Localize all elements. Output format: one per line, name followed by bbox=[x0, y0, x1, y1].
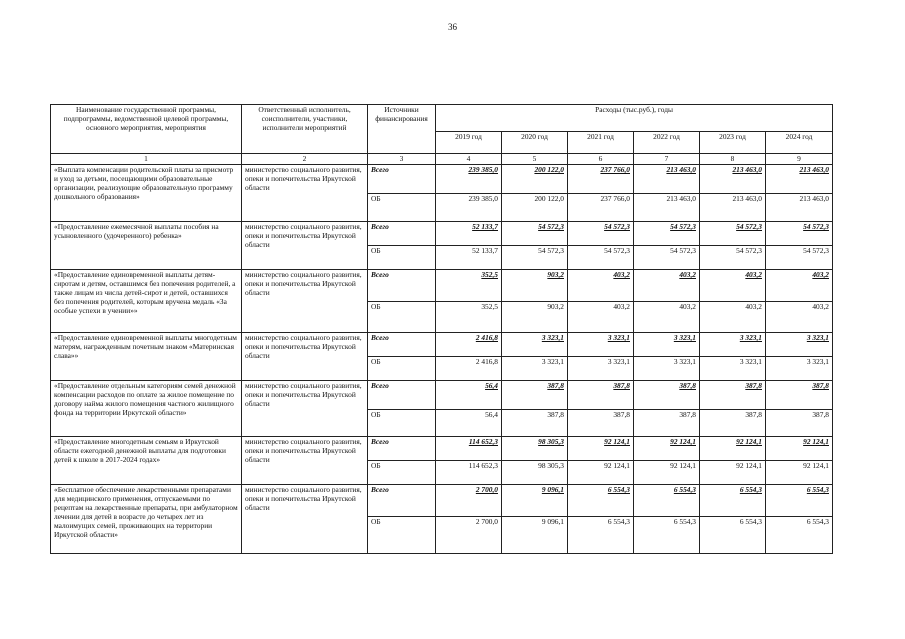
total-value: 213 463,0 bbox=[634, 165, 700, 194]
regional-budget-value: 9 096,1 bbox=[502, 517, 568, 554]
total-value: 387,8 bbox=[634, 381, 700, 410]
column-number: 2 bbox=[242, 154, 368, 165]
page-number: 36 bbox=[448, 22, 457, 32]
activity-name: «Предоставление ежемесячной выплаты пособия на усыновленного (удочеренного) ребенка» bbox=[51, 222, 242, 270]
regional-budget-value: 54 572,3 bbox=[766, 246, 833, 270]
regional-budget-value: 237 766,0 bbox=[568, 194, 634, 222]
total-value: 3 323,1 bbox=[502, 333, 568, 357]
total-value: 903,2 bbox=[502, 270, 568, 302]
total-value: 2 416,8 bbox=[436, 333, 502, 357]
total-value: 403,2 bbox=[700, 270, 766, 302]
regional-budget-value: 2 700,0 bbox=[436, 517, 502, 554]
funding-source-total: Всего bbox=[368, 437, 436, 461]
regional-budget-value: 54 572,3 bbox=[568, 246, 634, 270]
funding-source-regional: ОБ bbox=[368, 517, 436, 554]
regional-budget-value: 3 323,1 bbox=[568, 357, 634, 381]
regional-budget-value: 54 572,3 bbox=[700, 246, 766, 270]
funding-source-regional: ОБ bbox=[368, 246, 436, 270]
regional-budget-value: 213 463,0 bbox=[700, 194, 766, 222]
regional-budget-value: 3 323,1 bbox=[766, 357, 833, 381]
total-value: 403,2 bbox=[568, 270, 634, 302]
total-value: 6 554,3 bbox=[634, 485, 700, 517]
total-value: 92 124,1 bbox=[700, 437, 766, 461]
regional-budget-value: 92 124,1 bbox=[568, 461, 634, 485]
total-value: 3 323,1 bbox=[700, 333, 766, 357]
regional-budget-value: 92 124,1 bbox=[700, 461, 766, 485]
header-source-column: Источники финансирования bbox=[368, 105, 436, 154]
activity-name: «Предоставление единовременной выплаты детям-сиротам и детям, оставшимся без попечения родителей, а также лицам из числа детей-сирот и детей, оставшихся без попечения родителей, которым вручена медаль «За особые успехи в учении»» bbox=[51, 270, 242, 333]
total-value: 6 554,3 bbox=[766, 485, 833, 517]
regional-budget-value: 6 554,3 bbox=[766, 517, 833, 554]
column-number: 9 bbox=[766, 154, 833, 165]
regional-budget-value: 213 463,0 bbox=[766, 194, 833, 222]
regional-budget-value: 352,5 bbox=[436, 302, 502, 333]
column-number: 7 bbox=[634, 154, 700, 165]
regional-budget-value: 6 554,3 bbox=[568, 517, 634, 554]
total-value: 387,8 bbox=[700, 381, 766, 410]
activity-name: «Предоставление отдельным категориям семей денежной компенсации расходов по оплате за жилое помещение по договору найма жилого помещения частного жилищного фонда на территории Иркутской области» bbox=[51, 381, 242, 437]
total-value: 52 133,7 bbox=[436, 222, 502, 246]
total-value: 403,2 bbox=[634, 270, 700, 302]
regional-budget-value: 387,8 bbox=[700, 410, 766, 437]
regional-budget-value: 3 323,1 bbox=[700, 357, 766, 381]
header-year: 2022 год bbox=[634, 132, 700, 154]
header-year: 2024 год bbox=[766, 132, 833, 154]
responsible-executor: министерство социального развития, опеки и попечительства Иркутской области bbox=[242, 270, 368, 333]
table-row bbox=[51, 333, 833, 357]
total-value: 3 323,1 bbox=[766, 333, 833, 357]
regional-budget-value: 52 133,7 bbox=[436, 246, 502, 270]
total-value: 6 554,3 bbox=[568, 485, 634, 517]
regional-budget-value: 903,2 bbox=[502, 302, 568, 333]
regional-budget-value: 387,8 bbox=[568, 410, 634, 437]
table-row bbox=[51, 485, 833, 517]
regional-budget-value: 6 554,3 bbox=[700, 517, 766, 554]
total-value: 54 572,3 bbox=[502, 222, 568, 246]
total-value: 92 124,1 bbox=[766, 437, 833, 461]
header-year: 2020 год bbox=[502, 132, 568, 154]
total-value: 387,8 bbox=[766, 381, 833, 410]
total-value: 387,8 bbox=[502, 381, 568, 410]
funding-source-regional: ОБ bbox=[368, 410, 436, 437]
regional-budget-value: 6 554,3 bbox=[634, 517, 700, 554]
total-value: 98 305,3 bbox=[502, 437, 568, 461]
total-value: 403,2 bbox=[766, 270, 833, 302]
regional-budget-value: 403,2 bbox=[700, 302, 766, 333]
regional-budget-value: 200 122,0 bbox=[502, 194, 568, 222]
activity-name: «Выплата компенсации родительской платы за присмотр и уход за детьми, посещающими образовательные организации, реализующие образовательную программу дошкольного образования» bbox=[51, 165, 242, 222]
total-value: 387,8 bbox=[568, 381, 634, 410]
table-row bbox=[51, 381, 833, 410]
total-value: 237 766,0 bbox=[568, 165, 634, 194]
responsible-executor: министерство социального развития, опеки и попечительства Иркутской области bbox=[242, 165, 368, 222]
funding-source-regional: ОБ bbox=[368, 194, 436, 222]
table-row bbox=[51, 437, 833, 461]
total-value: 239 385,0 bbox=[436, 165, 502, 194]
responsible-executor: министерство социального развития, опеки и попечительства Иркутской области bbox=[242, 437, 368, 485]
activity-name: «Бесплатное обеспечение лекарственными препаратами для медицинского применения, отпускаемыми по рецептам на лекарственные препараты, при амбулаторном лечении для детей в возрасте до четырех лет из малоимущих семей, проживающих на территории Иркутской области» bbox=[51, 485, 242, 554]
regional-budget-value: 403,2 bbox=[568, 302, 634, 333]
responsible-executor: министерство социального развития, опеки и попечительства Иркутской области bbox=[242, 333, 368, 381]
responsible-executor: министерство социального развития, опеки и попечительства Иркутской области bbox=[242, 381, 368, 437]
total-value: 114 652,3 bbox=[436, 437, 502, 461]
column-number: 5 bbox=[502, 154, 568, 165]
funding-source-regional: ОБ bbox=[368, 461, 436, 485]
total-value: 2 700,0 bbox=[436, 485, 502, 517]
column-number: 3 bbox=[368, 154, 436, 165]
regional-budget-value: 54 572,3 bbox=[502, 246, 568, 270]
column-number: 6 bbox=[568, 154, 634, 165]
column-number: 1 bbox=[51, 154, 242, 165]
total-value: 200 122,0 bbox=[502, 165, 568, 194]
total-value: 54 572,3 bbox=[568, 222, 634, 246]
total-value: 54 572,3 bbox=[700, 222, 766, 246]
regional-budget-value: 213 463,0 bbox=[634, 194, 700, 222]
total-value: 56,4 bbox=[436, 381, 502, 410]
header-executor-column: Ответственный исполнитель, соисполнители, участники, исполнители мероприятий bbox=[242, 105, 368, 154]
total-value: 54 572,3 bbox=[634, 222, 700, 246]
column-number: 8 bbox=[700, 154, 766, 165]
funding-source-total: Всего bbox=[368, 485, 436, 517]
regional-budget-value: 387,8 bbox=[766, 410, 833, 437]
table-row bbox=[51, 270, 833, 302]
regional-budget-value: 92 124,1 bbox=[634, 461, 700, 485]
header-name-column: Наименование государственной программы, подпрограммы, ведомственной целевой программы, основного мероприятия, мероприятия bbox=[51, 105, 242, 154]
regional-budget-value: 56,4 bbox=[436, 410, 502, 437]
header-expenses: Расходы (тыс.руб.), годы bbox=[436, 105, 833, 132]
funding-source-total: Всего bbox=[368, 381, 436, 410]
funding-source-total: Всего bbox=[368, 165, 436, 194]
total-value: 54 572,3 bbox=[766, 222, 833, 246]
regional-budget-value: 3 323,1 bbox=[634, 357, 700, 381]
regional-budget-value: 3 323,1 bbox=[502, 357, 568, 381]
column-number: 4 bbox=[436, 154, 502, 165]
header-year: 2023 год bbox=[700, 132, 766, 154]
funding-source-regional: ОБ bbox=[368, 357, 436, 381]
funding-source-total: Всего bbox=[368, 333, 436, 357]
total-value: 6 554,3 bbox=[700, 485, 766, 517]
total-value: 3 323,1 bbox=[634, 333, 700, 357]
activity-name: «Предоставление многодетным семьям в Иркутской области ежегодной денежной выплаты для подготовки детей к школе в 2017-2024 годах» bbox=[51, 437, 242, 485]
table-row bbox=[51, 165, 833, 194]
total-value: 352,5 bbox=[436, 270, 502, 302]
regional-budget-value: 239 385,0 bbox=[436, 194, 502, 222]
responsible-executor: министерство социального развития, опеки и попечительства Иркутской области bbox=[242, 485, 368, 554]
regional-budget-value: 98 305,3 bbox=[502, 461, 568, 485]
table-row bbox=[51, 222, 833, 246]
regional-budget-value: 2 416,8 bbox=[436, 357, 502, 381]
total-value: 92 124,1 bbox=[634, 437, 700, 461]
funding-source-total: Всего bbox=[368, 222, 436, 246]
regional-budget-value: 54 572,3 bbox=[634, 246, 700, 270]
header-year: 2019 год bbox=[436, 132, 502, 154]
total-value: 3 323,1 bbox=[568, 333, 634, 357]
header-year: 2021 год bbox=[568, 132, 634, 154]
column-number-row bbox=[51, 154, 833, 165]
total-value: 213 463,0 bbox=[766, 165, 833, 194]
regional-budget-value: 387,8 bbox=[634, 410, 700, 437]
activity-name: «Предоставление единовременной выплаты многодетным матерям, награжденным почетным знаком «Материнская слава»» bbox=[51, 333, 242, 381]
funding-source-regional: ОБ bbox=[368, 302, 436, 333]
funding-source-total: Всего bbox=[368, 270, 436, 302]
regional-budget-value: 387,8 bbox=[502, 410, 568, 437]
total-value: 213 463,0 bbox=[700, 165, 766, 194]
total-value: 9 096,1 bbox=[502, 485, 568, 517]
regional-budget-value: 403,2 bbox=[766, 302, 833, 333]
regional-budget-value: 92 124,1 bbox=[766, 461, 833, 485]
regional-budget-value: 114 652,3 bbox=[436, 461, 502, 485]
regional-budget-value: 403,2 bbox=[634, 302, 700, 333]
responsible-executor: министерство социального развития, опеки и попечительства Иркутской области bbox=[242, 222, 368, 270]
total-value: 92 124,1 bbox=[568, 437, 634, 461]
budget-table bbox=[50, 104, 833, 554]
